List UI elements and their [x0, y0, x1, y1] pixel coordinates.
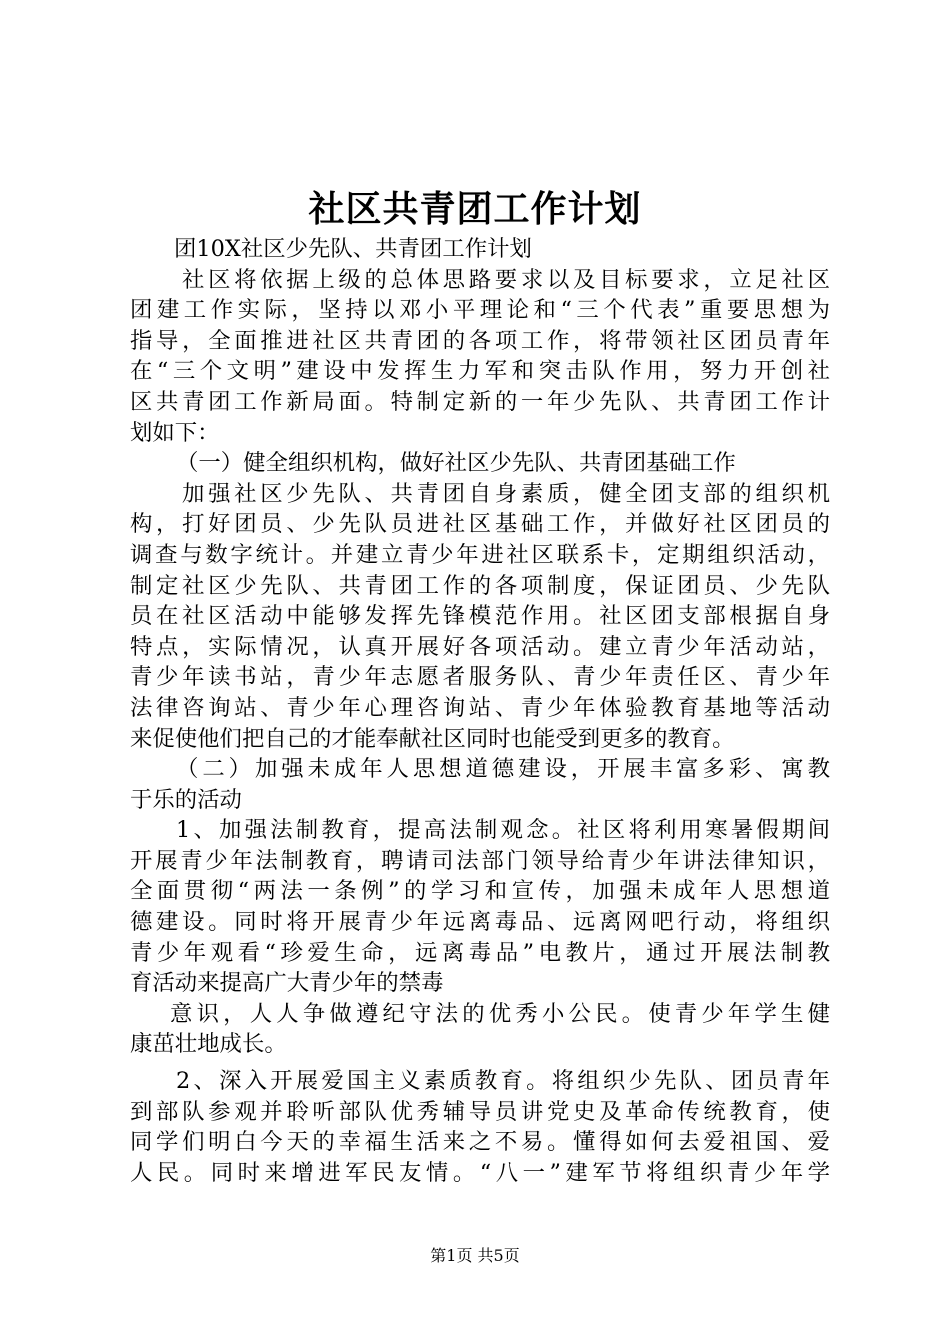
paragraph-line: 来促使他们把自己的才能奉献社区同时也能受到更多的教育。	[130, 725, 735, 752]
paragraph-line: 全面贯彻“两法一条例”的学习和宣传，加强未成年人思想道	[130, 878, 830, 905]
paragraph-line: 法律咨询站、青少年心理咨询站、青少年体验教育基地等活动	[130, 694, 830, 721]
paragraph-line: 社区将依据上级的总体思路要求以及目标要求，立足社区	[182, 266, 830, 293]
document-title: 社区共青团工作计划	[308, 188, 642, 230]
paragraph-line: 到部队参观并聆听部队优秀辅导员讲党史及革命传统教育，使	[130, 1098, 830, 1125]
paragraph-line: 青少年读书站，青少年志愿者服务队、青少年责任区、青少年	[130, 664, 830, 691]
paragraph-line: 指导，全面推进社区共青团的各项工作，将带领社区团员青年	[130, 327, 830, 354]
paragraph-line: 育活动来提高广大青少年的禁毒	[130, 970, 444, 997]
paragraph-line: 1、加强法制教育，提高法制观念。社区将利用寒暑假期间	[176, 817, 830, 844]
paragraph-line: 区共青团工作新局面。特制定新的一年少先队、共青团工作计	[130, 388, 830, 415]
paragraph-line: 在“三个文明”建设中发挥生力军和突击队作用，努力开创社	[130, 358, 830, 385]
subtitle-line: 团10X社区少先队、共青团工作计划	[174, 236, 532, 262]
document-body	[130, 234, 830, 1188]
paragraph-line: 德建设。同时将开展青少年远离毒品、远离网吧行动，将组织	[130, 909, 830, 936]
paragraph-line: 制定社区少先队、共青团工作的各项制度，保证团员、少先队	[130, 572, 830, 599]
paragraph-line: 开展青少年法制教育，聘请司法部门领导给青少年讲法律知识，	[130, 847, 830, 874]
paragraph-line: 康茁壮地成长。	[130, 1031, 287, 1058]
section-heading: 于乐的活动	[130, 786, 242, 813]
paragraph-line: 2、深入开展爱国主义素质教育。将组织少先队、团员青年	[176, 1068, 830, 1095]
section-heading: （一）健全组织机构，做好社区少先队、共青团基础工作	[176, 450, 736, 477]
paragraph-line: 划如下：	[130, 419, 220, 446]
paragraph-line: 构，打好团员、少先队员进社区基础工作，并做好社区团员的	[130, 511, 830, 538]
section-heading: （二）加强未成年人思想道德建设，开展丰富多彩、寓教	[176, 756, 830, 783]
paragraph-line: 团建工作实际，坚持以邓小平理论和“三个代表”重要思想为	[130, 297, 830, 324]
paragraph-line: 特点，实际情况，认真开展好各项活动。建立青少年活动站，	[130, 633, 830, 660]
paragraph-line: 同学们明白今天的幸福生活来之不易。懂得如何去爱祖国、爱	[130, 1129, 830, 1156]
paragraph-line: 加强社区少先队、共青团自身素质，健全团支部的组织机	[182, 480, 830, 507]
paragraph-line: 员在社区活动中能够发挥先锋模范作用。社区团支部根据自身	[130, 603, 830, 630]
page-footer: 第1页 共5页	[430, 1246, 520, 1265]
paragraph-line: 调查与数字统计。并建立青少年进社区联系卡，定期组织活动，	[130, 541, 830, 568]
paragraph-line: 人民。同时来增进军民友情。“八一”建军节将组织青少年学	[130, 1159, 830, 1186]
paragraph-line: 意识，人人争做遵纪守法的优秀小公民。使青少年学生健	[170, 1000, 830, 1027]
paragraph-line: 青少年观看“珍爱生命，远离毒品”电教片，通过开展法制教	[130, 939, 830, 966]
